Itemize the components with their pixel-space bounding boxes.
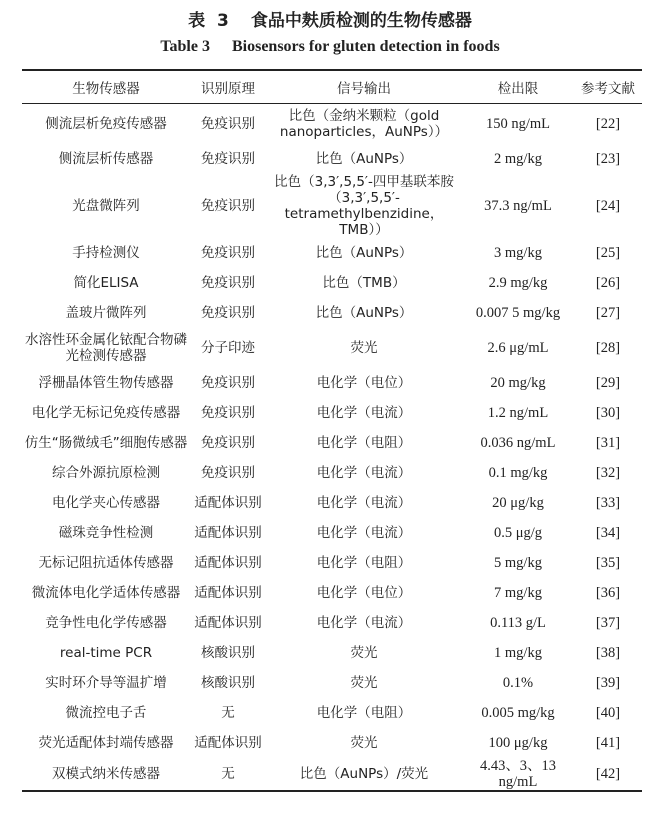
cell-reference: [26] xyxy=(595,275,621,291)
table-label-en: Table 3 xyxy=(160,38,210,55)
cell-reference: [29] xyxy=(595,375,621,391)
cell-reference: [42] xyxy=(595,766,621,782)
table-caption-cn xyxy=(0,6,660,31)
table-row xyxy=(22,328,642,368)
cell-sensor: 微流控电子舌 xyxy=(65,705,147,721)
cell-signal: 电化学（电阻） xyxy=(316,705,412,721)
table-row xyxy=(22,144,642,174)
table-row xyxy=(22,458,642,488)
cell-lod: 0.1% xyxy=(502,675,534,691)
cell-sensor: 手持检测仪 xyxy=(72,245,140,261)
header-lod: 检出限 xyxy=(497,81,539,97)
cell-principle: 免疫识别 xyxy=(201,375,255,391)
cell-lod: 150 ng/mL xyxy=(485,116,551,132)
cell-reference: [23] xyxy=(595,151,621,167)
cell-sensor: 电化学夹心传感器 xyxy=(52,495,160,511)
cell-signal: 比色（AuNPs）/荧光 xyxy=(299,766,429,782)
cell-reference: [40] xyxy=(595,705,621,721)
cell-principle: 免疫识别 xyxy=(201,151,255,167)
cell-signal: 比色（金纳米颗粒（gold nanoparticles，AuNPs）） xyxy=(279,108,449,140)
table-row xyxy=(22,238,642,268)
cell-principle: 无 xyxy=(221,766,235,782)
table-title-en: Biosensors for gluten detection in foods xyxy=(231,38,500,55)
cell-sensor: 电化学无标记免疫传感器 xyxy=(31,405,181,421)
cell-reference: [32] xyxy=(595,465,621,481)
table-body xyxy=(22,104,642,792)
cell-signal: 比色（AuNPs） xyxy=(315,151,413,167)
cell-reference: [35] xyxy=(595,555,621,571)
cell-sensor: 竞争性电化学传感器 xyxy=(45,615,167,631)
cell-lod: 37.3 ng/mL xyxy=(484,198,552,214)
table-row xyxy=(22,104,642,145)
cell-reference: [36] xyxy=(595,585,621,601)
cell-lod: 5 mg/kg xyxy=(494,555,542,571)
cell-sensor: 侧流层析传感器 xyxy=(58,151,154,167)
cell-reference: [27] xyxy=(595,305,621,321)
table-row xyxy=(22,578,642,608)
cell-signal: 比色（AuNPs） xyxy=(315,245,413,261)
cell-principle: 免疫识别 xyxy=(201,465,255,481)
table-row xyxy=(22,548,642,578)
cell-signal: 荧光 xyxy=(350,735,378,751)
cell-sensor: 简化ELISA xyxy=(73,275,139,291)
table-row xyxy=(22,728,642,758)
cell-signal: 荧光 xyxy=(350,675,378,691)
cell-lod: 2.9 mg/kg xyxy=(488,275,548,291)
cell-principle: 免疫识别 xyxy=(201,116,255,132)
cell-principle: 免疫识别 xyxy=(201,198,255,214)
cell-sensor: 双模式纳米传感器 xyxy=(52,766,160,782)
cell-lod: 2 mg/kg xyxy=(494,151,542,167)
cell-lod: 7 mg/kg xyxy=(494,585,542,601)
cell-sensor: 无标记阻抗适体传感器 xyxy=(38,555,174,571)
header-principle: 识别原理 xyxy=(201,81,255,97)
cell-lod: 100 μg/kg xyxy=(488,735,548,751)
cell-lod: 0.005 mg/kg xyxy=(481,705,555,721)
table-row xyxy=(22,368,642,398)
cell-principle: 免疫识别 xyxy=(201,245,255,261)
table-row xyxy=(22,518,642,548)
cell-lod: 0.036 ng/mL xyxy=(480,435,556,451)
cell-lod: 0.5 μg/g xyxy=(493,525,543,541)
table-row xyxy=(22,268,642,298)
cell-reference: [37] xyxy=(595,615,621,631)
cell-signal: 荧光 xyxy=(350,645,378,661)
cell-sensor: 水溶性环金属化铱配合物磷 光检测传感器 xyxy=(25,332,187,364)
cell-signal: 比色（3,3′,5,5′-四甲基联苯胺 （3,3′,5,5′-tetramethylbenzidine， TMB）） xyxy=(274,174,454,238)
table-row xyxy=(22,608,642,638)
cell-principle: 适配体识别 xyxy=(194,615,262,631)
table-row xyxy=(22,638,642,668)
table-row xyxy=(22,758,642,791)
cell-lod: 0.113 g/L xyxy=(490,615,546,631)
cell-signal: 电化学（电流） xyxy=(316,465,412,481)
cell-reference: [24] xyxy=(595,198,621,214)
cell-principle: 免疫识别 xyxy=(201,305,255,321)
cell-principle: 核酸识别 xyxy=(201,645,255,661)
cell-sensor: 浮栅晶体管生物传感器 xyxy=(38,375,174,391)
cell-sensor: 光盘微阵列 xyxy=(72,198,140,214)
header-row xyxy=(22,70,642,104)
cell-signal: 电化学（电阻） xyxy=(316,555,412,571)
table-row xyxy=(22,398,642,428)
cell-sensor: 荧光适配体封端传感器 xyxy=(38,735,174,751)
table-row xyxy=(22,488,642,518)
cell-reference: [38] xyxy=(595,645,621,661)
cell-lod: 20 mg/kg xyxy=(490,375,546,391)
cell-reference: [30] xyxy=(595,405,621,421)
table-caption-en xyxy=(0,38,660,56)
cell-lod: 20 μg/kg xyxy=(492,495,544,511)
cell-sensor: 综合外源抗原检测 xyxy=(52,465,160,481)
cell-principle: 免疫识别 xyxy=(201,275,255,291)
table-row xyxy=(22,298,642,328)
biosensor-table xyxy=(22,69,642,792)
cell-signal: 荧光 xyxy=(350,340,378,356)
cell-principle: 免疫识别 xyxy=(201,435,255,451)
cell-sensor: 仿生“肠微绒毛”细胞传感器 xyxy=(24,435,188,451)
cell-sensor: 实时环介导等温扩增 xyxy=(45,675,167,691)
cell-signal: 电化学（电流） xyxy=(316,495,412,511)
cell-lod: 2.6 μg/mL xyxy=(487,340,549,356)
cell-lod: 0.1 mg/kg xyxy=(488,465,548,481)
table-row xyxy=(22,668,642,698)
cell-lod: 1 mg/kg xyxy=(494,645,542,661)
table-title-cn: 食品中麸质检测的生物传感器 xyxy=(250,11,472,31)
cell-sensor: 侧流层析免疫传感器 xyxy=(45,116,167,132)
cell-signal: 电化学（电位） xyxy=(316,375,412,391)
cell-signal: 比色（TMB） xyxy=(322,275,406,291)
cell-reference: [33] xyxy=(595,495,621,511)
cell-sensor: 盖玻片微阵列 xyxy=(65,305,147,321)
table-header xyxy=(22,70,642,104)
cell-reference: [25] xyxy=(595,245,621,261)
cell-reference: [41] xyxy=(595,735,621,751)
cell-principle: 适配体识别 xyxy=(194,525,262,541)
cell-lod: 3 mg/kg xyxy=(494,245,542,261)
cell-principle: 无 xyxy=(221,705,235,721)
cell-signal: 电化学（电流） xyxy=(316,615,412,631)
header-reference: 参考文献 xyxy=(581,81,635,97)
cell-sensor: real-time PCR xyxy=(59,645,153,661)
cell-reference: [31] xyxy=(595,435,621,451)
header-sensor: 生物传感器 xyxy=(72,81,140,97)
cell-sensor: 微流体电化学适体传感器 xyxy=(31,585,181,601)
cell-signal: 电化学（电流） xyxy=(316,405,412,421)
cell-lod: 0.007 5 mg/kg xyxy=(475,305,561,321)
table-row xyxy=(22,428,642,458)
cell-principle: 适配体识别 xyxy=(194,585,262,601)
cell-reference: [28] xyxy=(595,340,621,356)
cell-reference: [34] xyxy=(595,525,621,541)
cell-signal: 电化学（电位） xyxy=(316,585,412,601)
cell-reference: [39] xyxy=(595,675,621,691)
cell-signal: 比色（AuNPs） xyxy=(315,305,413,321)
cell-principle: 适配体识别 xyxy=(194,735,262,751)
table-row xyxy=(22,174,642,238)
cell-principle: 适配体识别 xyxy=(194,495,262,511)
cell-sensor: 磁珠竞争性检测 xyxy=(58,525,154,541)
cell-lod: 1.2 ng/mL xyxy=(487,405,549,421)
table-label-cn: 表 3 xyxy=(188,11,229,31)
cell-reference: [22] xyxy=(595,116,621,132)
cell-principle: 适配体识别 xyxy=(194,555,262,571)
cell-principle: 核酸识别 xyxy=(201,675,255,691)
cell-signal: 电化学（电流） xyxy=(316,525,412,541)
cell-lod: 4.43、3、13 ng/mL xyxy=(479,758,557,790)
table-row xyxy=(22,698,642,728)
cell-principle: 免疫识别 xyxy=(201,405,255,421)
header-signal: 信号输出 xyxy=(337,81,391,97)
cell-signal: 电化学（电阻） xyxy=(316,435,412,451)
cell-principle: 分子印迹 xyxy=(201,340,255,356)
